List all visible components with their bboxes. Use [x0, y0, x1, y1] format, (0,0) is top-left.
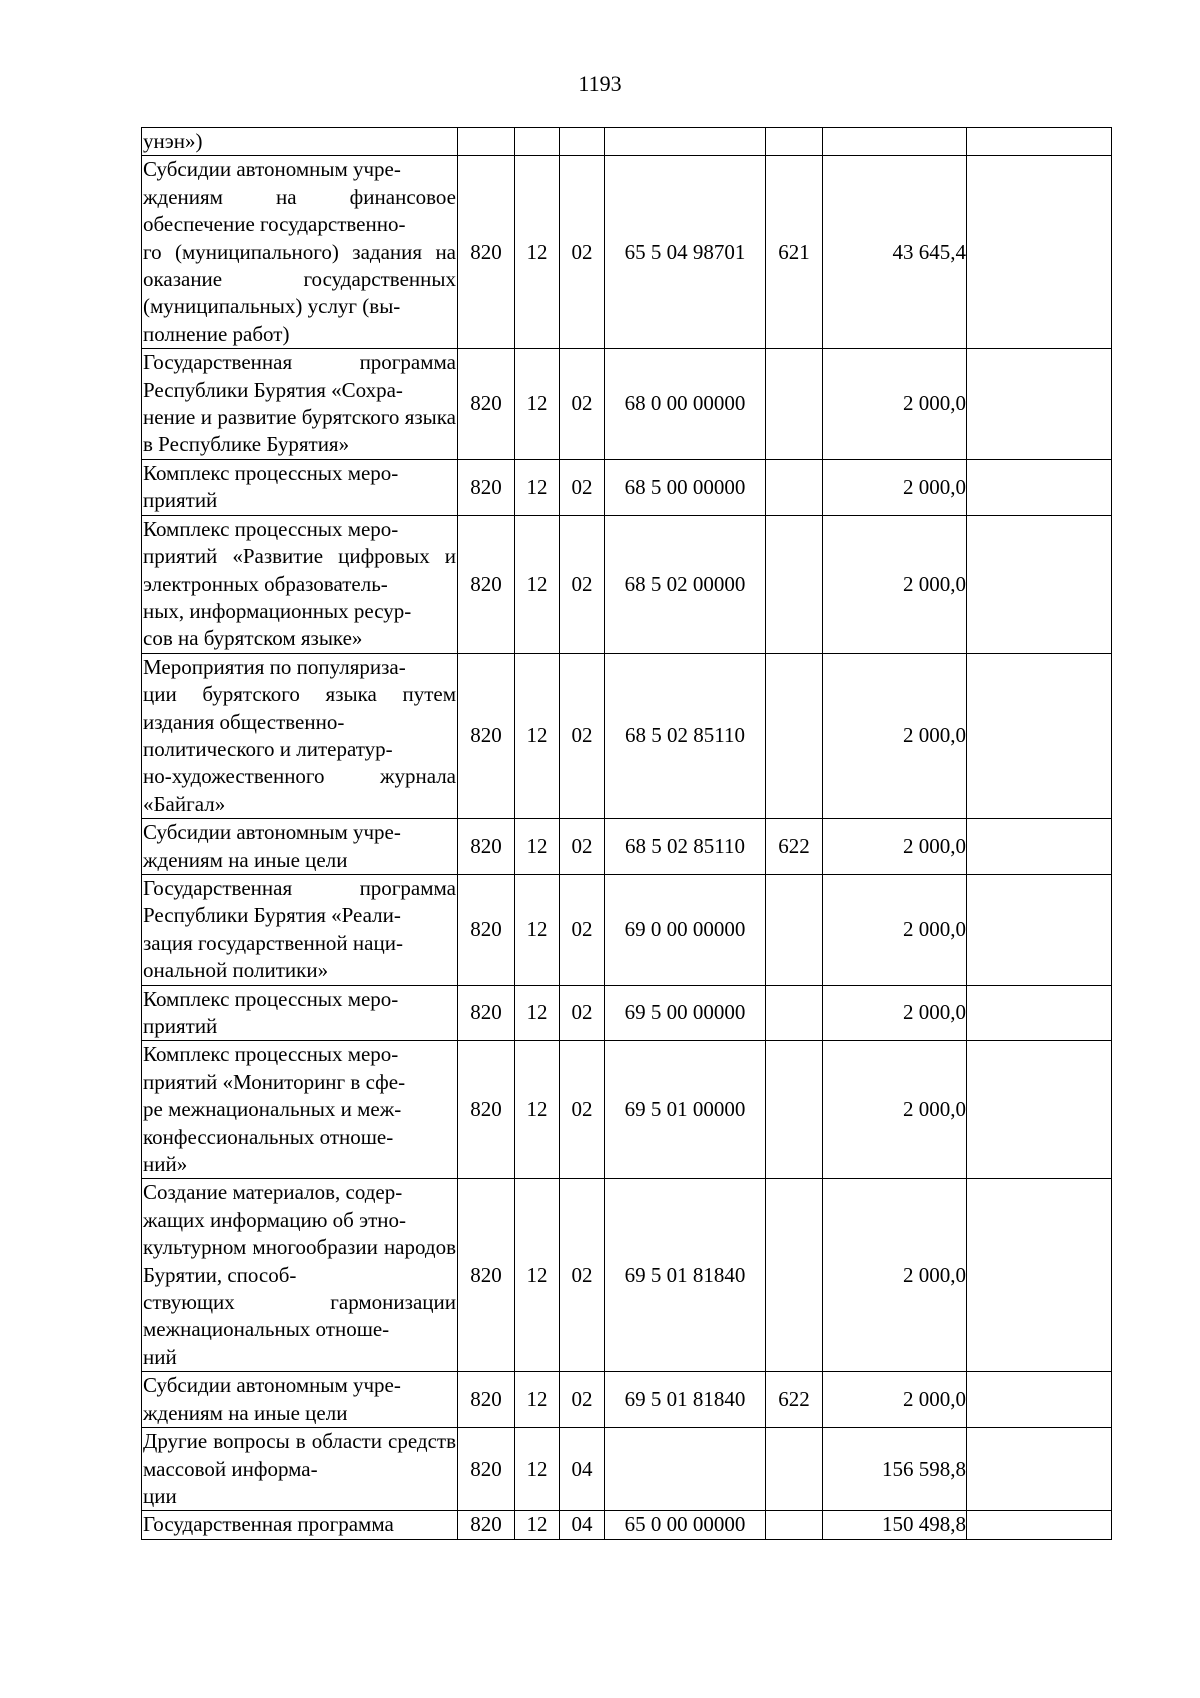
cell-expense-type	[766, 874, 823, 985]
cell-subsection: 02	[560, 985, 605, 1041]
cell-name: Комплекс процессных меро- приятий	[142, 459, 458, 515]
cell-target-article: 65 0 00 00000	[605, 1511, 766, 1539]
cell-expense-type: 621	[766, 156, 823, 349]
table-row	[142, 985, 1112, 1041]
cell-amount: 156 598,8	[823, 1428, 967, 1511]
cell-subsection: 04	[560, 1428, 605, 1511]
cell-expense-type	[766, 1041, 823, 1179]
budget-table	[141, 127, 1112, 1540]
page-number: 1193	[578, 71, 622, 96]
cell-name: Субсидии автономным учре- ждениям на иные цели	[142, 819, 458, 875]
table-row	[142, 349, 1112, 460]
cell-subsection: 02	[560, 819, 605, 875]
table-row	[142, 515, 1112, 653]
cell-target-article: 69 5 01 81840	[605, 1372, 766, 1428]
cell-name: Создание материалов, содер- жащих информацию об этно- культурном многообразии народов Бурятии, способ- ствующих гармонизации межнациональных отноше- ний	[142, 1179, 458, 1372]
cell-subsection: 02	[560, 1372, 605, 1428]
table-body	[142, 128, 1112, 1540]
cell-amount: 2 000,0	[823, 985, 967, 1041]
cell-expense-type	[766, 985, 823, 1041]
cell-name: Комплекс процессных меро- приятий «Мониторинг в сфе- ре межнациональных и меж- конфессиональных отноше- ний»	[142, 1041, 458, 1179]
cell-target-article: 68 5 02 85110	[605, 653, 766, 818]
cell-extra	[967, 1428, 1112, 1511]
cell-section	[515, 128, 560, 156]
table-row	[142, 1179, 1112, 1372]
cell-grbs: 820	[458, 985, 515, 1041]
table-row	[142, 1511, 1112, 1539]
cell-amount: 2 000,0	[823, 874, 967, 985]
cell-subsection: 02	[560, 515, 605, 653]
cell-target-article: 68 0 00 00000	[605, 349, 766, 460]
cell-expense-type	[766, 1511, 823, 1539]
cell-extra	[967, 985, 1112, 1041]
cell-section: 12	[515, 156, 560, 349]
cell-amount: 2 000,0	[823, 349, 967, 460]
cell-section: 12	[515, 1179, 560, 1372]
cell-grbs: 820	[458, 1372, 515, 1428]
cell-expense-type	[766, 459, 823, 515]
cell-expense-type	[766, 349, 823, 460]
cell-extra	[967, 156, 1112, 349]
cell-grbs: 820	[458, 1179, 515, 1372]
cell-section: 12	[515, 1428, 560, 1511]
cell-expense-type	[766, 653, 823, 818]
cell-target-article: 69 0 00 00000	[605, 874, 766, 985]
cell-target-article: 69 5 01 81840	[605, 1179, 766, 1372]
cell-expense-type	[766, 1428, 823, 1511]
cell-grbs: 820	[458, 874, 515, 985]
cell-grbs: 820	[458, 349, 515, 460]
cell-grbs: 820	[458, 1041, 515, 1179]
cell-subsection: 02	[560, 1041, 605, 1179]
table-row	[142, 1041, 1112, 1179]
cell-grbs: 820	[458, 653, 515, 818]
cell-extra	[967, 819, 1112, 875]
cell-grbs: 820	[458, 156, 515, 349]
cell-grbs: 820	[458, 819, 515, 875]
cell-name: Государственная программа	[142, 1511, 458, 1539]
cell-extra	[967, 128, 1112, 156]
cell-expense-type: 622	[766, 1372, 823, 1428]
cell-expense-type	[766, 128, 823, 156]
cell-amount: 43 645,4	[823, 156, 967, 349]
cell-section: 12	[515, 653, 560, 818]
cell-target-article: 69 5 00 00000	[605, 985, 766, 1041]
table-row	[142, 819, 1112, 875]
cell-amount: 2 000,0	[823, 515, 967, 653]
cell-amount: 2 000,0	[823, 1041, 967, 1179]
cell-section: 12	[515, 1041, 560, 1179]
cell-expense-type	[766, 515, 823, 653]
cell-extra	[967, 515, 1112, 653]
cell-grbs: 820	[458, 1511, 515, 1539]
cell-extra	[967, 459, 1112, 515]
cell-section: 12	[515, 874, 560, 985]
table-row	[142, 459, 1112, 515]
cell-amount: 150 498,8	[823, 1511, 967, 1539]
cell-grbs: 820	[458, 1428, 515, 1511]
cell-extra	[967, 1041, 1112, 1179]
cell-extra	[967, 1511, 1112, 1539]
cell-target-article	[605, 128, 766, 156]
table-row	[142, 1372, 1112, 1428]
cell-name: Комплекс процессных меро- приятий	[142, 985, 458, 1041]
cell-section: 12	[515, 1511, 560, 1539]
cell-target-article: 68 5 02 00000	[605, 515, 766, 653]
cell-amount	[823, 128, 967, 156]
cell-grbs: 820	[458, 515, 515, 653]
cell-extra	[967, 1179, 1112, 1372]
cell-extra	[967, 1372, 1112, 1428]
cell-target-article: 68 5 02 85110	[605, 819, 766, 875]
table-row	[142, 1428, 1112, 1511]
cell-section: 12	[515, 349, 560, 460]
cell-name: Государственная программа Республики Бурятия «Сохра- нение и развитие бурятского языка в Республике Бурятия»	[142, 349, 458, 460]
table-row	[142, 156, 1112, 349]
cell-section: 12	[515, 819, 560, 875]
cell-name: Субсидии автономным учре- ждениям на иные цели	[142, 1372, 458, 1428]
cell-name: Мероприятия по популяриза- ции бурятского языка путем издания общественно- политического и литератур- но-художественного журнала «Байгал»	[142, 653, 458, 818]
cell-subsection: 04	[560, 1511, 605, 1539]
cell-extra	[967, 874, 1112, 985]
cell-subsection: 02	[560, 459, 605, 515]
cell-grbs	[458, 128, 515, 156]
cell-extra	[967, 349, 1112, 460]
cell-section: 12	[515, 515, 560, 653]
cell-subsection	[560, 128, 605, 156]
cell-amount: 2 000,0	[823, 459, 967, 515]
cell-name: Государственная программа Республики Бурятия «Реали- зация государственной наци- ональной политики»	[142, 874, 458, 985]
cell-section: 12	[515, 459, 560, 515]
table-row	[142, 874, 1112, 985]
table-row	[142, 128, 1112, 156]
cell-name: унэн»)	[142, 128, 458, 156]
cell-amount: 2 000,0	[823, 1179, 967, 1372]
cell-amount: 2 000,0	[823, 819, 967, 875]
cell-section: 12	[515, 1372, 560, 1428]
cell-name: Другие вопросы в области средств массовой информа- ции	[142, 1428, 458, 1511]
cell-target-article: 69 5 01 00000	[605, 1041, 766, 1179]
cell-subsection: 02	[560, 1179, 605, 1372]
cell-target-article: 68 5 00 00000	[605, 459, 766, 515]
cell-name: Субсидии автономным учре- ждениям на финансовое обеспечение государственно- го (муниципального) задания на оказание государственных (муниципальных) услуг (вы- полнение работ)	[142, 156, 458, 349]
cell-amount: 2 000,0	[823, 653, 967, 818]
cell-section: 12	[515, 985, 560, 1041]
cell-expense-type	[766, 1179, 823, 1372]
cell-extra	[967, 653, 1112, 818]
cell-subsection: 02	[560, 156, 605, 349]
cell-subsection: 02	[560, 349, 605, 460]
cell-name: Комплекс процессных меро- приятий «Развитие цифровых и электронных образователь- ных, информационных ресур- сов на бурятском языке»	[142, 515, 458, 653]
table-row	[142, 653, 1112, 818]
cell-subsection: 02	[560, 653, 605, 818]
cell-target-article: 65 5 04 98701	[605, 156, 766, 349]
cell-target-article	[605, 1428, 766, 1511]
cell-expense-type: 622	[766, 819, 823, 875]
cell-grbs: 820	[458, 459, 515, 515]
cell-subsection: 02	[560, 874, 605, 985]
cell-amount: 2 000,0	[823, 1372, 967, 1428]
